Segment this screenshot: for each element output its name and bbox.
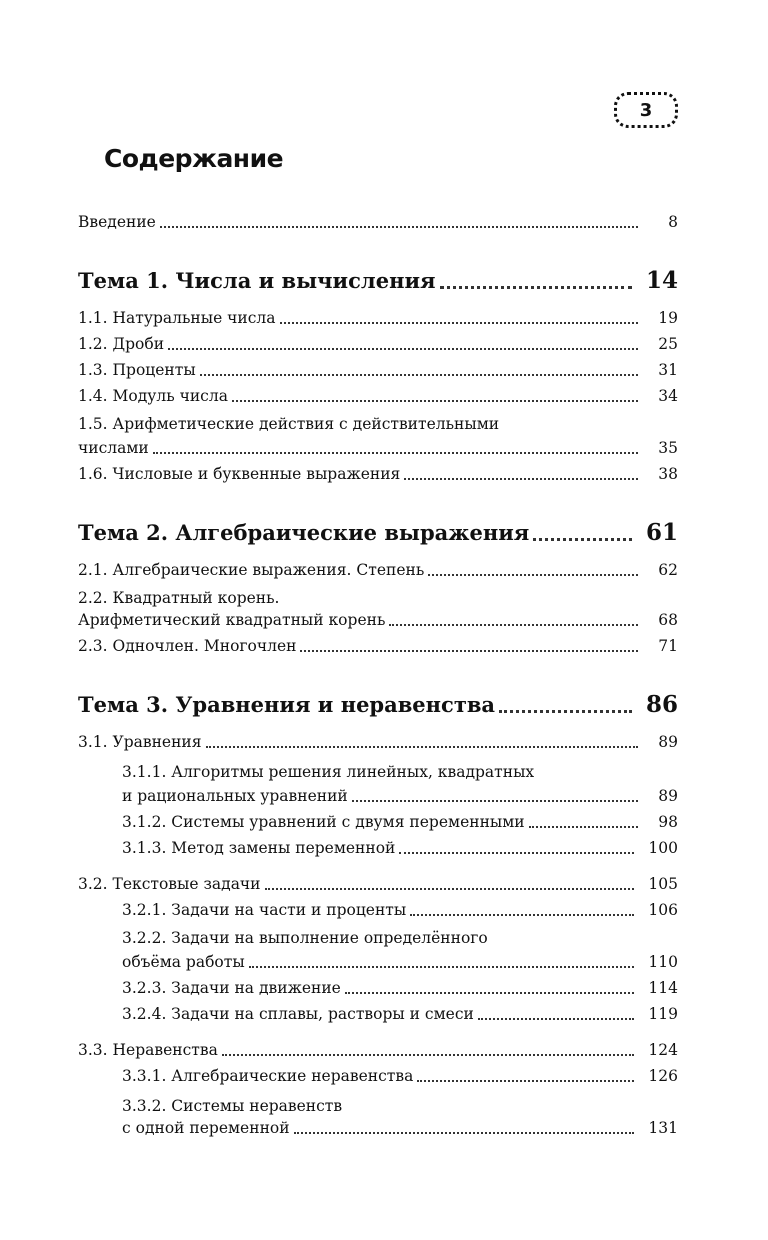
dot-leader xyxy=(389,624,638,626)
toc-entry-label: 3.3. Неравенства xyxy=(78,1041,218,1059)
dot-leader xyxy=(352,800,638,802)
dot-leader xyxy=(529,826,638,828)
toc-entry-label: 1.4. Модуль числа xyxy=(78,387,228,405)
toc-entry-label: Введение xyxy=(78,213,156,231)
dot-leader xyxy=(153,452,638,454)
toc-entry-page: 31 xyxy=(658,361,678,379)
toc-entry[interactable] xyxy=(122,786,678,806)
toc-entry[interactable] xyxy=(122,900,678,920)
toc-entry[interactable] xyxy=(78,334,678,354)
dot-leader xyxy=(265,888,635,890)
toc-topic-3[interactable] xyxy=(78,692,678,718)
toc-entry[interactable] xyxy=(78,308,678,328)
toc-entry[interactable] xyxy=(78,464,678,484)
toc-entry-label: 1.6. Числовые и буквенные выражения xyxy=(78,465,401,483)
toc-entry-page: 105 xyxy=(648,875,678,893)
toc-entry[interactable] xyxy=(78,1040,678,1060)
toc-entry-page: 110 xyxy=(648,953,678,971)
toc-entry[interactable] xyxy=(122,1004,678,1024)
page-title: Содержание xyxy=(104,144,284,173)
toc-entry[interactable] xyxy=(78,386,678,406)
dot-leader xyxy=(300,650,638,652)
toc-entry-page: 68 xyxy=(658,611,678,629)
dot-leader xyxy=(399,852,634,854)
dot-leader xyxy=(345,992,635,994)
toc-entry[interactable] xyxy=(122,1118,678,1138)
toc-entry-label: 3.3.1. Алгебраические неравенства xyxy=(122,1067,414,1085)
toc-topic-1[interactable] xyxy=(78,268,678,294)
toc-entry-label-line1: 1.5. Арифметические действия с действительными xyxy=(78,415,500,433)
toc-entry-label: 3.1. Уравнения xyxy=(78,733,202,751)
toc-entry[interactable] xyxy=(78,360,678,380)
toc-entry-label: объёма работы xyxy=(122,953,245,971)
toc-entry-label-line1: 3.3.2. Системы неравенств xyxy=(122,1097,343,1115)
toc-entry-label-line1: 2.2. Квадратный корень. xyxy=(78,589,280,607)
toc-entry-label: 2.1. Алгебраические выражения. Степень xyxy=(78,561,425,579)
toc-topic-label: Тема 1. Числа и вычисления xyxy=(78,268,436,293)
dot-leader xyxy=(200,374,638,376)
toc-topic-page: 86 xyxy=(645,691,678,718)
toc-entry-label: 3.2.4. Задачи на сплавы, растворы и смеси xyxy=(122,1005,474,1023)
toc-entry-page: 35 xyxy=(658,439,678,457)
dot-leader xyxy=(222,1054,635,1056)
toc-entry-page: 114 xyxy=(648,979,678,997)
dot-leader xyxy=(206,746,638,748)
toc-entry-page: 89 xyxy=(658,787,678,805)
toc-entry-label: 3.2.1. Задачи на части и проценты xyxy=(122,901,407,919)
toc-entry[interactable] xyxy=(78,732,678,752)
toc-topic-label: Тема 3. Уравнения и неравенства xyxy=(78,692,496,717)
dot-leader xyxy=(410,914,634,916)
toc-entry-label: Арифметический квадратный корень xyxy=(78,611,386,629)
toc-entry-page: 106 xyxy=(648,901,678,919)
toc-entry-page: 119 xyxy=(648,1005,678,1023)
toc-entry[interactable] xyxy=(78,560,678,580)
page-number: 3 xyxy=(639,99,653,121)
toc-entry-label: 1.1. Натуральные числа xyxy=(78,309,276,327)
toc-entry-page: 34 xyxy=(658,387,678,405)
dot-leader xyxy=(294,1132,635,1134)
toc-entry-page: 98 xyxy=(658,813,678,831)
toc-entry-label: 3.2.3. Задачи на движение xyxy=(122,979,341,997)
toc-entry[interactable] xyxy=(78,438,678,458)
dot-leader xyxy=(160,226,638,228)
toc-entry-label: 1.3. Проценты xyxy=(78,361,196,379)
toc-entry-page: 62 xyxy=(658,561,678,579)
dot-leader xyxy=(232,400,638,402)
toc-topic-2[interactable] xyxy=(78,520,678,546)
toc-entry[interactable] xyxy=(122,812,678,832)
toc-entry-page: 38 xyxy=(658,465,678,483)
toc-entry-label-line1: 3.2.2. Задачи на выполнение определённого xyxy=(122,929,488,947)
toc-entry-page: 126 xyxy=(648,1067,678,1085)
toc-entry[interactable] xyxy=(78,610,678,630)
dot-leader xyxy=(280,322,638,324)
toc-entry[interactable] xyxy=(78,636,678,656)
toc-entry-label: 3.1.2. Системы уравнений с двумя переменными xyxy=(122,813,525,831)
toc-entry-label: 1.2. Дроби xyxy=(78,335,165,353)
toc-entry[interactable] xyxy=(122,952,678,972)
page-number-badge xyxy=(614,92,678,128)
toc-entry-label: числами xyxy=(78,439,149,457)
dot-leader xyxy=(533,538,632,541)
toc-entry-page: 25 xyxy=(658,335,678,353)
toc-entry-page: 100 xyxy=(648,839,678,857)
toc-entry-page: 19 xyxy=(658,309,678,327)
toc-entry-label: 3.2. Текстовые задачи xyxy=(78,875,261,893)
toc-topic-page: 14 xyxy=(645,267,678,294)
toc-entry[interactable] xyxy=(122,978,678,998)
dot-leader xyxy=(440,286,632,289)
dot-leader xyxy=(404,478,638,480)
toc-entry[interactable] xyxy=(122,1066,678,1086)
dot-leader xyxy=(417,1080,634,1082)
dot-leader xyxy=(428,574,638,576)
toc-entry[interactable] xyxy=(122,838,678,858)
dot-leader xyxy=(249,966,635,968)
toc-entry-label: с одной переменной xyxy=(122,1119,290,1137)
toc-entry-page: 124 xyxy=(648,1041,678,1059)
toc-entry-page: 89 xyxy=(658,733,678,751)
toc-entry-page: 8 xyxy=(668,213,678,231)
toc-topic-label: Тема 2. Алгебраические выражения xyxy=(78,520,530,545)
toc-entry-page: 71 xyxy=(658,637,678,655)
toc-entry-label-line1: 3.1.1. Алгоритмы решения линейных, квадратных xyxy=(122,763,535,781)
toc-entry-label: 3.1.3. Метод замены переменной xyxy=(122,839,396,857)
toc-topic-page: 61 xyxy=(645,519,678,546)
toc-entry-intro[interactable] xyxy=(78,212,678,232)
toc-entry-page: 131 xyxy=(648,1119,678,1137)
dot-leader xyxy=(499,710,632,713)
toc-entry-label: и рациональных уравнений xyxy=(122,787,348,805)
dot-leader xyxy=(168,348,638,350)
toc-entry[interactable] xyxy=(78,874,678,894)
dot-leader xyxy=(478,1018,635,1020)
toc-entry-label: 2.3. Одночлен. Многочлен xyxy=(78,637,297,655)
